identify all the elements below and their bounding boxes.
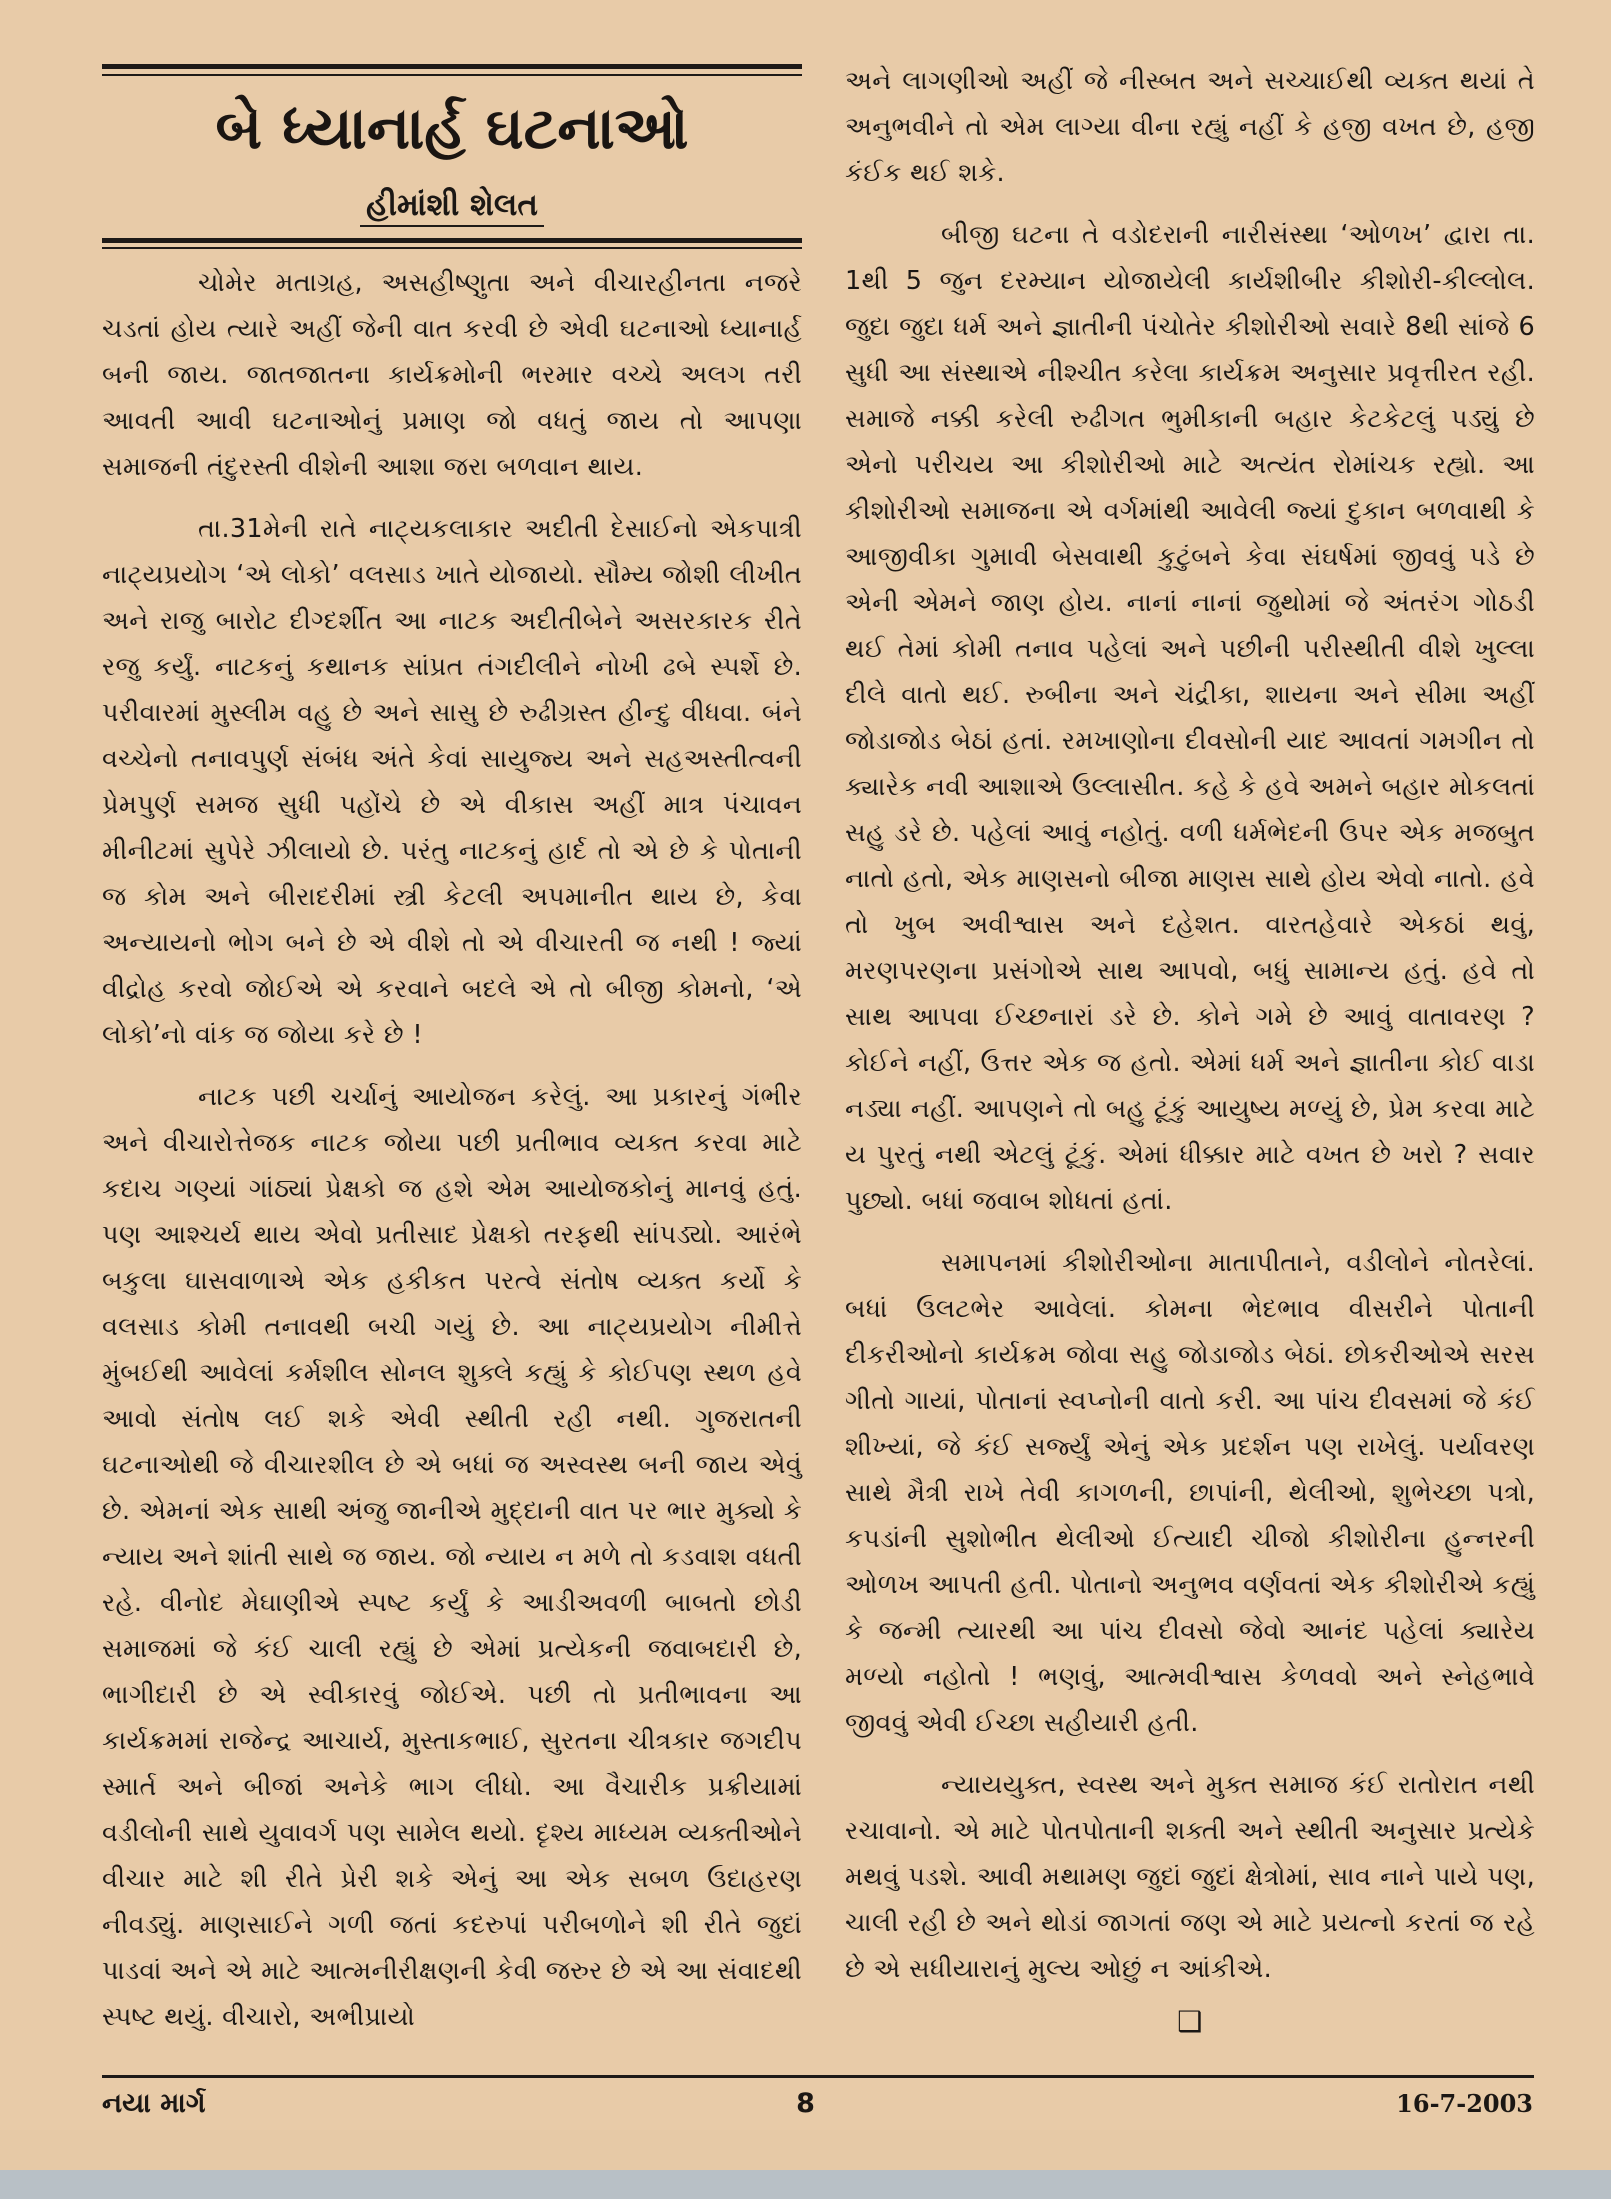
end-of-article-mark: ❑ xyxy=(1177,2005,1203,2038)
issue-date: 16-7-2003 xyxy=(1396,2089,1533,2118)
scan-edge-band xyxy=(0,2170,1611,2199)
paragraph: બીજી ઘટના તે વડોદરાની નારીસંસ્થા ‘ઓળખ’ દ્વારા તા. 1થી 5 જુન દરમ્યાન યોજાયેલી કાર્યશીબીર કીશોરી-કીલ્લોલ. જુદા જુદા ધર્મ અને જ્ઞાતીની પંચોતેર કીશોરીઓ સવારે 8થી સાંજે 6 સુધી આ સંસ્થાએ નીશ્ચીત કરેલા કાર્યક્રમ અનુસાર પ્રવૃત્તીરત રહી. સમાજે નક્કી કરેલી રુઢીગત ભુમીકાની બહાર કેટકેટલું પડ્યું છે એનો પરીચય આ કીશોરીઓ માટે અત્યંત રોમાંચક રહ્યો. આ કીશોરીઓ સમાજના એ વર્ગમાંથી આવેલી જ્યાં દુકાન બળવાથી કે આજીવીકા ગુમાવી બેસવાથી કુટુંબને કેવા સંઘર્ષમાં જીવવું પડે છે એની એમને જાણ હોય. નાનાં નાનાં જુથોમાં જે અંતરંગ ગોઠડી થઈ તેમાં કોમી તનાવ પહેલાં અને પછીની પરીસ્થીતી વીશે ખુલ્લા દીલે વાતો થઈ. રુબીના અને ચંદ્રીકા, શાયના અને સીમા અહીં જોડાજોડ બેઠાં હતાં. રમખાણોના દીવસોની યાદ આવતાં ગમગીન તો ક્યારેક નવી આશાએ ઉલ્લાસીત. કહે કે હવે અમને બહાર મોકલતાં સહુ ડરે છે. પહેલાં આવું નહોતું. વળી ધર્મભેદની ઉપર એક મજબુત નાતો હતો, એક માણસનો બીજા માણસ સાથે હોય એવો નાતો. હવે તો ખુબ અવીશ્વાસ અને દહેશત. વારતહેવારે એકઠાં થવું, મરણપરણના પ્રસંગોએ સાથ આપવો, બધું સામાન્ય હતું. હવે તો સાથ આપવા ઈચ્છનારાં ડરે છે. કોને ગમે છે આવું વાતાવરણ ? કોઈને નહીં, ઉત્તર એક જ હતો. એમાં ધર્મ અને જ્ઞાતીના કોઈ વાડા નડ્યા નહીં. આપણને તો બહુ ટૂંકું આયુષ્ય મળ્યું છે, પ્રેમ કરવા માટે ય પુરતું નથી એટલું ટૂંકું. એમાં ધીક્કાર માટે વખત છે ખરો ? સવાર પુછ્યો. બધાં જવાબ શોધતાં હતાં. xyxy=(845,220,1535,1216)
left-column xyxy=(102,260,802,2056)
article-author xyxy=(102,184,802,226)
paragraph-continuation: અને લાગણીઓ અહીં જે નીસ્બત અને સચ્ચાઈથી વ્યક્ત થયાં તે અનુભવીને તો એમ લાગ્યા વીના રહ્યું નહીં કે હજી વખત છે, હજી કંઈક થઈ શકે. xyxy=(845,66,1535,188)
page-number: 8 xyxy=(796,2088,815,2119)
article-title: બે ધ્યાનાર્હ ઘટનાઓ xyxy=(215,94,689,162)
right-column xyxy=(845,58,1535,2042)
paragraph: ન્યાયયુક્ત, સ્વસ્થ અને મુક્ત સમાજ કંઈ રાતોરાત નથી રચાવાનો. એ માટે પોતપોતાની શક્તી અને સ્થીતી અનુસાર પ્રત્યેકે મથવું પડશે. આવી મથામણ જુદાં જુદાં ક્ષેત્રોમાં, સાવ નાને પાયે પણ, ચાલી રહી છે અને થોડાં જાગતાં જણ એ માટે પ્રયત્નો કરતાં જ રહે છે એ સધીયારાનું મુલ્ય ઓછું ન આંકીએ. xyxy=(845,1770,1535,1984)
title-rule-bottom-thin xyxy=(102,247,802,249)
author-name: હીમાંશી શેલત xyxy=(360,187,544,227)
paragraph: સમાપનમાં કીશોરીઓના માતાપીતાને, વડીલોને નોતરેલાં. બધાં ઉલટભેર આવેલાં. કોમના ભેદભાવ વીસરીને પોતાની દીકરીઓનો કાર્યક્રમ જોવા સહુ જોડાજોડ બેઠાં. છોકરીઓએ સરસ ગીતો ગાયાં, પોતાનાં સ્વપ્નોની વાતો કરી. આ પાંચ દીવસમાં જે કંઈ શીખ્યાં, જે કંઈ સર્જ્યું એનું એક પ્રદર્શન પણ રાખેલું. પર્યાવરણ સાથે મૈત્રી રાખે તેવી કાગળની, છાપાંની, થેલીઓ, શુભેચ્છા પત્રો, કપડાંની સુશોભીત થેલીઓ ઈત્યાદી ચીજો કીશોરીના હુન્નરની ઓળખ આપતી હતી. પોતાનો અનુભવ વર્ણવતાં એક કીશોરીએ કહ્યું કે જન્મી ત્યારથી આ પાંચ દીવસો જેવો આનંદ પહેલાં ક્યારેય મળ્યો નહોતો ! ભણવું, આત્મવીશ્વાસ કેળવવો અને સ્નેહભાવે જીવવું એવી ઈચ્છા સહીયારી હતી. xyxy=(845,1248,1535,1738)
title-rule-bottom xyxy=(102,238,802,243)
paragraph: ચોમેર મતાગ્રહ, અસહીષ્ણુતા અને વીચારહીનતા નજરે ચડતાં હોય ત્યારે અહીં જેની વાત કરવી છે એવી ઘટનાઓ ધ્યાનાર્હ બની જાય. જાતજાતના કાર્યક્રમોની ભરમાર વચ્ચે અલગ તરી આવતી આવી ઘટનાઓનું પ્રમાણ જો વધતું જાય તો આપણા સમાજની તંદુરસ્તી વીશેની આશા જરા બળવાન થાય. xyxy=(102,268,802,482)
paragraph: તા.31મેની રાતે નાટ્યકલાકાર અદીતી દેસાઈનો એકપાત્રી નાટ્યપ્રયોગ ‘એ લોકો’ વલસાડ ખાતે યોજાયો. સૌમ્ય જોશી લીખીત અને રાજુ બારોટ દીગ્દર્શીત આ નાટક અદીતીબેને અસરકારક રીતે રજુ કર્યું. નાટકનું કથાનક સાંપ્રત તંગદીલીને નોખી ઢબે સ્પર્શે છે. પરીવારમાં મુસ્લીમ વહુ છે અને સાસુ છે રુઢીગ્રસ્ત હીન્દુ વીધવા. બંને વચ્ચેનો તનાવપુર્ણ સંબંધ અંતે કેવાં સાયુજ્ય અને સહઅસ્તીત્વની પ્રેમપુર્ણ સમજ સુધી પહોંચે છે એ વીકાસ અહીં માત્ર પંચાવન મીનીટમાં સુપેરે ઝીલાયો છે. પરંતુ નાટકનું હાર્દ તો એ છે કે પોતાની જ કોમ અને બીરાદરીમાં સ્ત્રી કેટલી અપમાનીત થાય છે, કેવા અન્યાયનો ભોગ બને છે એ વીશે તો એ વીચારતી જ નથી ! જ્યાં વીદ્રોહ કરવો જોઈએ એ કરવાને બદલે એ તો બીજી કોમનો, ‘એ લોકો’નો વાંક જ જોયા કરે છે ! xyxy=(102,514,802,1050)
title-rule-top-thin xyxy=(102,74,802,76)
footer-rule xyxy=(102,2075,1534,2078)
title-rule-top xyxy=(102,64,802,69)
paragraph: નાટક પછી ચર્ચાનું આયોજન કરેલું. આ પ્રકારનું ગંભીર અને વીચારોત્તેજક નાટક જોયા પછી પ્રતીભાવ વ્યક્ત કરવા માટે કદાચ ગણ્યાં ગાંઠ્યાં પ્રેક્ષકો જ હશે એમ આયોજકોનું માનવું હતું. પણ આશ્ચર્ય થાય એવો પ્રતીસાદ પ્રેક્ષકો તરફથી સાંપડ્યો. આરંભે બકુલા ઘાસવાળાએ એક હકીકત પરત્વે સંતોષ વ્યક્ત કર્યો કે વલસાડ કોમી તનાવથી બચી ગયું છે. આ નાટ્યપ્રયોગ નીમીત્તે મુંબઈથી આવેલાં કર્મશીલ સોનલ શુક્લે કહ્યું કે કોઈપણ સ્થળ હવે આવો સંતોષ લઈ શકે એવી સ્થીતી રહી નથી. ગુજરાતની ઘટનાઓથી જે વીચારશીલ છે એ બધાં જ અસ્વસ્થ બની જાય એવું છે. એમનાં એક સાથી અંજુ જાનીએ મુદ્દાની વાત પર ભાર મુક્યો કે ન્યાય અને શાંતી સાથે જ જાય. જો ન્યાય ન મળે તો કડવાશ વધતી રહે. વીનોદ મેઘાણીએ સ્પષ્ટ કર્યું કે આડીઅવળી બાબતો છોડી સમાજમાં જે કંઈ ચાલી રહ્યું છે એમાં પ્રત્યેકની જવાબદારી છે, ભાગીદારી છે એ સ્વીકારવું જોઈએ. પછી તો પ્રતીભાવના આ કાર્યક્રમમાં રાજેન્દ્ર આચાર્ય, મુસ્તાકભાઈ, સુરતના ચીત્રકાર જગદીપ સ્માર્ત અને બીજાં અનેકે ભાગ લીધો. આ વૈચારીક પ્રક્રીયામાં વડીલોની સાથે યુવાવર્ગ પણ સામેલ થયો. દૃશ્ય માધ્યમ વ્યક્તીઓને વીચાર માટે શી રીતે પ્રેરી શકે એનું આ એક સબળ ઉદાહરણ નીવડ્યું. માણસાઈને ગળી જતાં કદરુપાં પરીબળોને શી રીતે જુદાં પાડવાં અને એ માટે આત્મનીરીક્ષણની કેવી જરુર છે એ આ સંવાદથી સ્પષ્ટ થયું. વીચારો, અભીપ્રાયો xyxy=(102,1082,802,2032)
publication-name: નયા માર્ગ xyxy=(102,2088,206,2119)
